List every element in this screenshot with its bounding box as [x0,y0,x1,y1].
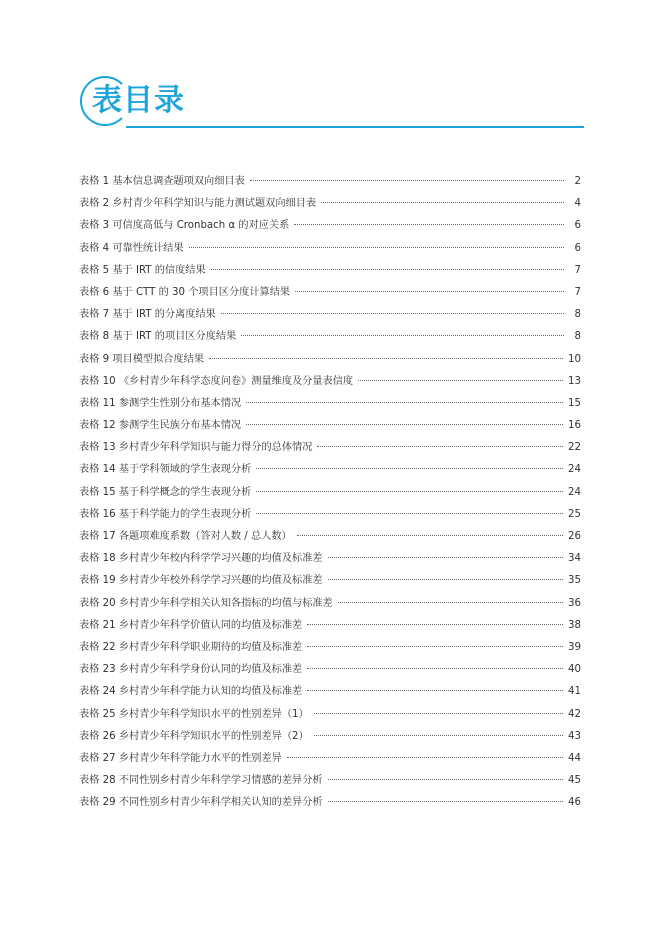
toc-entry[interactable] [79,793,581,815]
toc-entry-page-number: 10 [568,353,581,365]
toc-entry-page-number: 8 [574,331,581,343]
toc-entry[interactable] [79,483,581,505]
toc-dot-leader [209,358,563,359]
toc-entry-page-number: 35 [568,575,581,587]
toc-entry-page-number: 42 [568,708,581,720]
toc-entry-label: 表格 22 乡村青少年科学职业期待的均值及标准差 [79,641,303,653]
toc-entry-label: 表格 17 各题项难度系数（答对人数 / 总人数） [79,531,292,542]
toc-entry-label: 表格 29 不同性别乡村青少年科学相关认知的差异分析 [79,797,323,809]
toc-entry[interactable] [79,239,581,261]
toc-entry-label: 表格 1 基本信息调查题项双向细目表 [79,176,245,187]
toc-dot-leader [307,624,563,625]
toc-dot-leader [321,202,564,203]
toc-entry-page-number: 7 [574,264,581,276]
toc-dot-leader [317,446,563,447]
toc-entry-page-number: 16 [568,420,581,432]
toc-entry[interactable] [79,372,581,394]
toc-entry-label: 表格 9 项目模型拟合度结果 [79,353,205,365]
toc-entry[interactable] [79,616,581,638]
toc-entry-page-number: 4 [574,198,581,210]
toc-entry-label: 表格 2 乡村青少年科学知识与能力测试题双向细目表 [79,198,317,210]
toc-entry[interactable] [79,660,581,682]
toc-entry-label: 表格 18 乡村青少年校内科学学习兴趣的均值及标准差 [79,553,323,565]
toc-entry-label: 表格 21 乡村青少年科学价值认同的均值及标准差 [79,619,303,631]
toc-entry[interactable] [79,194,581,216]
toc-entry-page-number: 15 [568,397,581,409]
toc-dot-leader [328,801,563,802]
toc-entry-label: 表格 28 不同性别乡村青少年科学学习情感的差异分析 [79,775,323,787]
toc-entry-page-number: 25 [568,508,581,520]
toc-entry-label: 表格 12 参测学生民族分布基本情况 [79,420,242,432]
toc-entry-page-number: 2 [574,176,581,187]
toc-entry-label: 表格 8 基于 IRT 的项目区分度结果 [79,331,237,343]
toc-entry[interactable] [79,305,581,327]
toc-dot-leader [256,513,563,514]
toc-entry-label: 表格 14 基于学科领域的学生表现分析 [79,464,252,476]
toc-entry[interactable] [79,771,581,793]
toc-entry-page-number: 39 [568,641,581,653]
toc-entry-page-number: 24 [568,486,581,498]
toc-dot-leader [211,269,564,270]
toc-dot-leader [328,779,563,780]
toc-entry[interactable] [79,727,581,749]
toc-entry[interactable] [79,327,581,349]
toc-entry[interactable] [79,283,581,305]
toc-entry-page-number: 40 [568,664,581,676]
toc-entry-label: 表格 16 基于科学能力的学生表现分析 [79,508,252,520]
toc-dot-leader [241,335,564,336]
toc-dot-leader [256,491,563,492]
table-of-contents [79,172,581,815]
toc-dot-leader [250,180,564,181]
toc-entry-page-number: 26 [568,531,581,542]
toc-entry[interactable] [79,527,581,549]
toc-entry-page-number: 8 [574,309,581,321]
toc-dot-leader [307,646,563,647]
toc-entry[interactable] [79,505,581,527]
toc-entry[interactable] [79,705,581,727]
toc-entry-label: 表格 6 基于 CTT 的 30 个项目区分度计算结果 [79,286,291,298]
toc-dot-leader [189,247,564,248]
toc-entry-page-number: 46 [568,797,581,809]
toc-entry-page-number: 45 [568,775,581,787]
toc-entry[interactable] [79,549,581,571]
title-underline [126,126,584,128]
toc-entry[interactable] [79,638,581,660]
toc-dot-leader [246,424,563,425]
toc-entry-label: 表格 15 基于科学概念的学生表现分析 [79,486,252,498]
toc-entry-page-number: 24 [568,464,581,476]
toc-entry-page-number: 7 [574,286,581,298]
toc-entry-page-number: 13 [568,375,581,387]
toc-dot-leader [338,602,563,603]
toc-entry[interactable] [79,594,581,616]
toc-dot-leader [246,402,563,403]
toc-entry-page-number: 44 [568,752,581,764]
toc-entry[interactable] [79,216,581,238]
toc-dot-leader [307,668,563,669]
toc-entry-label: 表格 27 乡村青少年科学能力水平的性别差异 [79,752,282,764]
toc-dot-leader [256,468,563,469]
toc-entry[interactable] [79,460,581,482]
toc-entry[interactable] [79,261,581,283]
toc-dot-leader [314,735,563,736]
toc-entry-page-number: 34 [568,553,581,565]
toc-dot-leader [328,557,563,558]
toc-entry-label: 表格 11 参测学生性别分布基本情况 [79,397,242,409]
toc-entry[interactable] [79,394,581,416]
toc-entry-page-number: 22 [568,442,581,454]
toc-entry[interactable] [79,350,581,372]
toc-entry-label: 表格 26 乡村青少年科学知识水平的性别差异（2） [79,730,309,742]
toc-entry-page-number: 36 [568,597,581,609]
toc-entry[interactable] [79,438,581,460]
toc-dot-leader [328,579,563,580]
toc-entry[interactable] [79,571,581,593]
toc-entry-label: 表格 19 乡村青少年校外科学学习兴趣的均值及标准差 [79,575,323,587]
toc-entry[interactable] [79,172,581,194]
toc-entry-label: 表格 25 乡村青少年科学知识水平的性别差异（1） [79,708,309,720]
toc-dot-leader [221,313,564,314]
toc-dot-leader [287,757,563,758]
toc-entry-label: 表格 24 乡村青少年科学能力认知的均值及标准差 [79,686,303,698]
toc-entry-page-number: 38 [568,619,581,631]
toc-entry[interactable] [79,416,581,438]
toc-dot-leader [314,713,563,714]
toc-dot-leader [295,291,564,292]
toc-entry-page-number: 43 [568,730,581,742]
toc-entry[interactable] [79,749,581,771]
toc-entry[interactable] [79,682,581,704]
page-header [80,76,584,132]
toc-entry-label: 表格 5 基于 IRT 的信度结果 [79,264,206,276]
toc-entry-label: 表格 20 乡村青少年科学相关认知各指标的均值与标准差 [79,597,333,609]
toc-entry-label: 表格 23 乡村青少年科学身份认同的均值及标准差 [79,664,303,676]
toc-entry-page-number: 6 [574,242,581,254]
page-title: 表目录 [92,83,185,118]
toc-entry-label: 表格 7 基于 IRT 的分离度结果 [79,309,216,321]
toc-dot-leader [307,690,563,691]
toc-dot-leader [358,380,563,381]
toc-entry-page-number: 41 [568,686,581,698]
toc-dot-leader [297,535,563,536]
toc-entry-label: 表格 10 《乡村青少年科学态度问卷》测量维度及分量表信度 [79,375,354,387]
toc-entry-label: 表格 13 乡村青少年科学知识与能力得分的总体情况 [79,442,313,454]
toc-entry-page-number: 6 [574,220,581,232]
toc-entry-label: 表格 4 可靠性统计结果 [79,242,184,254]
toc-entry-label: 表格 3 可信度高低与 Cronbach α 的对应关系 [79,220,290,232]
toc-dot-leader [294,224,564,225]
